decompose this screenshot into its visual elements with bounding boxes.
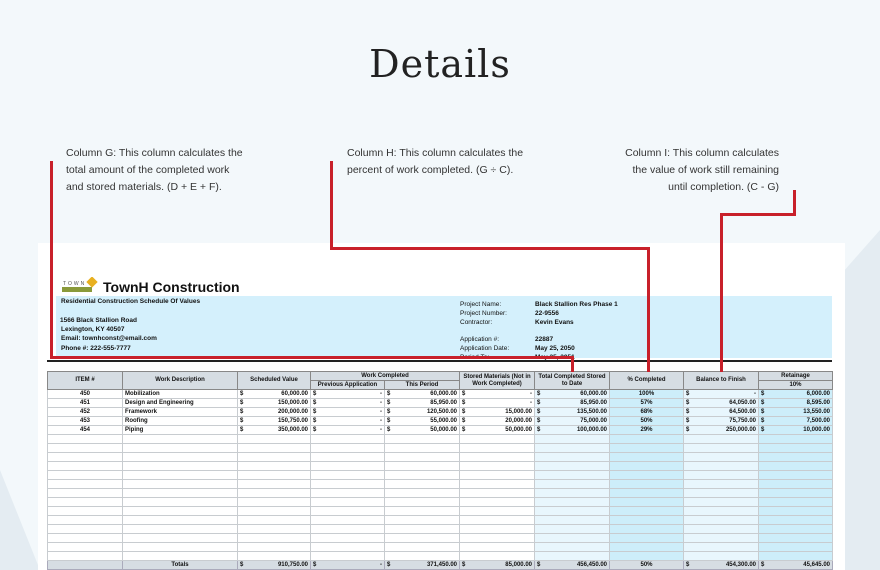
header-work-completed: Work Completed [311, 372, 460, 381]
item-number: 451 [48, 399, 123, 408]
amount: - [530, 400, 532, 406]
amount: 60,000.00 [430, 391, 457, 397]
item-number: 453 [48, 417, 123, 426]
address-line: 1566 Black Stallion Road [60, 317, 137, 324]
project-label: Project Name: [460, 301, 502, 308]
header-previous: Previous Application [311, 381, 385, 390]
project-label: Application #: [460, 336, 500, 343]
currency-symbol: $ [462, 391, 466, 397]
currency-symbol: $ [462, 427, 466, 433]
percent-completed: 68% [610, 408, 684, 417]
currency-symbol: $ [686, 418, 690, 424]
empty-row [48, 453, 833, 462]
currency-symbol: $ [387, 418, 391, 424]
amount: 85,000.00 [505, 562, 532, 568]
currency-symbol: $ [387, 409, 391, 415]
header-stored: Stored Materials (Not in Work Completed) [460, 372, 535, 390]
money-cell [535, 426, 610, 435]
amount: 7,500.00 [806, 418, 830, 424]
empty-row [48, 543, 833, 552]
note-line: and stored materials. (D + E + F). [66, 181, 222, 193]
note-line: Column H: This column calculates the [347, 147, 524, 159]
work-description: Framework [123, 408, 238, 417]
currency-symbol: $ [387, 562, 391, 568]
money-cell [535, 399, 610, 408]
header-retainage: Retainage [759, 372, 833, 381]
currency-symbol: $ [387, 400, 391, 406]
amount: 50,000.00 [505, 427, 532, 433]
money-cell [684, 426, 759, 435]
page-title: Details [369, 42, 511, 86]
amount: 120,500.00 [426, 409, 457, 415]
header-scheduled: Scheduled Value [238, 372, 311, 390]
email: Email: townhconst@email.com [61, 335, 157, 342]
money-cell [385, 390, 460, 399]
amount: 15,000.00 [505, 409, 532, 415]
amount: - [380, 400, 382, 406]
currency-symbol: $ [686, 409, 690, 415]
percent-completed: 50% [610, 417, 684, 426]
amount: 75,000.00 [580, 418, 607, 424]
money-cell [460, 390, 535, 399]
address-line: Lexington, KY 40507 [61, 326, 125, 333]
currency-symbol: $ [240, 400, 244, 406]
money-cell [684, 390, 759, 399]
header-item: ITEM # [48, 372, 123, 390]
amount: 60,000.00 [580, 391, 607, 397]
table-row [48, 390, 833, 399]
money-cell [385, 417, 460, 426]
money-cell [535, 390, 610, 399]
currency-symbol: $ [313, 409, 317, 415]
project-label: Project Number: [460, 310, 507, 317]
amount: 75,750.00 [729, 418, 756, 424]
note-line: percent of work completed. (G ÷ C). [347, 164, 514, 176]
money-cell [385, 426, 460, 435]
header-band [56, 296, 832, 358]
empty-row [48, 489, 833, 498]
totals-percent: 50% [610, 561, 684, 570]
currency-symbol: $ [240, 562, 244, 568]
money-cell [460, 408, 535, 417]
currency-symbol: $ [686, 400, 690, 406]
empty-row [48, 444, 833, 453]
currency-symbol: $ [240, 427, 244, 433]
schedule-table [47, 371, 833, 570]
project-value: 22887 [535, 336, 554, 343]
project-value: 22-9556 [535, 310, 559, 317]
money-cell [684, 408, 759, 417]
empty-row [48, 525, 833, 534]
note-line: the value of work still remaining [632, 164, 779, 176]
currency-symbol: $ [761, 409, 765, 415]
amount: - [380, 418, 382, 424]
currency-symbol: $ [387, 427, 391, 433]
money-cell [311, 408, 385, 417]
currency-symbol: $ [537, 400, 541, 406]
item-number: 452 [48, 408, 123, 417]
empty-row [48, 471, 833, 480]
background-shape [0, 470, 40, 570]
amount: 6,000.00 [806, 391, 830, 397]
money-cell [238, 408, 311, 417]
money-cell [759, 561, 833, 570]
money-cell [460, 561, 535, 570]
amount: 200,000.00 [277, 409, 308, 415]
work-description: Mobilization [123, 390, 238, 399]
money-cell [238, 417, 311, 426]
project-label: Application Date: [460, 345, 510, 352]
amount: - [380, 562, 382, 568]
work-description: Piping [123, 426, 238, 435]
currency-symbol: $ [313, 391, 317, 397]
money-cell [238, 390, 311, 399]
divider [47, 360, 832, 362]
money-cell [535, 408, 610, 417]
empty-row [48, 516, 833, 525]
money-cell [684, 561, 759, 570]
callout-line-h [647, 247, 650, 372]
table-row [48, 399, 833, 408]
money-cell [759, 426, 833, 435]
currency-symbol: $ [686, 391, 690, 397]
empty-row [48, 552, 833, 561]
phone: Phone #: 222-555-7777 [61, 345, 131, 352]
money-cell [460, 426, 535, 435]
callout-line-g [50, 161, 53, 359]
company-logo [62, 277, 98, 293]
amount: - [380, 391, 382, 397]
empty-row [48, 507, 833, 516]
currency-symbol: $ [387, 391, 391, 397]
money-cell [238, 561, 311, 570]
header-total: Total Completed Stored to Date [535, 372, 610, 390]
currency-symbol: $ [686, 562, 690, 568]
amount: 150,000.00 [277, 400, 308, 406]
empty-row [48, 534, 833, 543]
empty-row [48, 498, 833, 507]
empty-row [48, 462, 833, 471]
currency-symbol: $ [537, 418, 541, 424]
amount: 55,000.00 [430, 418, 457, 424]
currency-symbol: $ [686, 427, 690, 433]
totals-row [48, 561, 833, 570]
money-cell [385, 561, 460, 570]
currency-symbol: $ [537, 562, 541, 568]
currency-symbol: $ [462, 562, 466, 568]
percent-completed: 100% [610, 390, 684, 399]
note-line: Column I: This column calculates [625, 147, 779, 159]
callout-line-i [720, 213, 723, 372]
money-cell [311, 390, 385, 399]
amount: 150,750.00 [277, 418, 308, 424]
currency-symbol: $ [537, 427, 541, 433]
work-description: Roofing [123, 417, 238, 426]
callout-line-g [50, 356, 574, 359]
money-cell [311, 399, 385, 408]
currency-symbol: $ [462, 400, 466, 406]
money-cell [311, 561, 385, 570]
currency-symbol: $ [537, 409, 541, 415]
amount: 64,050.00 [729, 400, 756, 406]
money-cell [759, 417, 833, 426]
callout-line-g [571, 356, 574, 372]
amount: 20,000.00 [505, 418, 532, 424]
amount: 456,450.00 [576, 562, 607, 568]
currency-symbol: $ [240, 409, 244, 415]
money-cell [535, 417, 610, 426]
currency-symbol: $ [761, 400, 765, 406]
currency-symbol: $ [313, 562, 317, 568]
money-cell [385, 399, 460, 408]
money-cell [238, 426, 311, 435]
money-cell [460, 399, 535, 408]
currency-symbol: $ [537, 391, 541, 397]
amount: - [380, 427, 382, 433]
header-percent: % Completed [610, 372, 684, 390]
money-cell [238, 399, 311, 408]
amount: 85,950.00 [430, 400, 457, 406]
money-cell [759, 390, 833, 399]
note-line: until completion. (C - G) [668, 181, 779, 193]
header-balance: Balance to Finish [684, 372, 759, 390]
currency-symbol: $ [240, 418, 244, 424]
note-line: Column G: This column calculates the [66, 147, 243, 159]
header-retainage-pct: 10% [759, 381, 833, 390]
currency-symbol: $ [313, 418, 317, 424]
empty-row [48, 480, 833, 489]
note-column-h [347, 145, 523, 179]
item-number: 454 [48, 426, 123, 435]
money-cell [535, 561, 610, 570]
money-cell [759, 408, 833, 417]
amount: 50,000.00 [430, 427, 457, 433]
amount: 910,750.00 [277, 562, 308, 568]
amount: 8,595.00 [806, 400, 830, 406]
amount: 13,550.00 [803, 409, 830, 415]
currency-symbol: $ [761, 418, 765, 424]
amount: 100,000.00 [576, 427, 607, 433]
company-name: TownH Construction [103, 279, 240, 295]
item-number: 450 [48, 390, 123, 399]
amount: - [380, 409, 382, 415]
amount: - [530, 391, 532, 397]
project-label: Contractor: [460, 319, 493, 326]
currency-symbol: $ [462, 418, 466, 424]
amount: 454,300.00 [725, 562, 756, 568]
table-row [48, 426, 833, 435]
currency-symbol: $ [761, 427, 765, 433]
currency-symbol: $ [761, 391, 765, 397]
amount: 64,500.00 [729, 409, 756, 415]
amount: 350,000.00 [277, 427, 308, 433]
project-value: Black Stallion Res Phase 1 [535, 301, 618, 308]
table-row [48, 417, 833, 426]
project-value: May 25, 2050 [535, 345, 575, 352]
money-cell [311, 417, 385, 426]
empty-row [48, 435, 833, 444]
money-cell [311, 426, 385, 435]
currency-symbol: $ [462, 409, 466, 415]
header-description: Work Description [123, 372, 238, 390]
percent-completed: 29% [610, 426, 684, 435]
percent-completed: 57% [610, 399, 684, 408]
money-cell [460, 417, 535, 426]
amount: - [754, 391, 756, 397]
currency-symbol: $ [761, 562, 765, 568]
currency-symbol: $ [240, 391, 244, 397]
sheet-subtitle: Residential Construction Schedule Of Values [61, 298, 201, 305]
note-column-g [66, 145, 243, 196]
currency-symbol: $ [313, 400, 317, 406]
totals-label: Totals [123, 561, 238, 570]
amount: 85,950.00 [580, 400, 607, 406]
callout-line-i [720, 213, 796, 216]
amount: 10,000.00 [803, 427, 830, 433]
money-cell [759, 399, 833, 408]
amount: 60,000.00 [281, 391, 308, 397]
note-column-i [625, 145, 779, 196]
callout-line-h [330, 247, 650, 250]
amount: 371,450.00 [426, 562, 457, 568]
amount: 45,645.00 [803, 562, 830, 568]
note-line: total amount of the completed work [66, 164, 230, 176]
amount: 250,000.00 [725, 427, 756, 433]
currency-symbol: $ [313, 427, 317, 433]
svg-text:TOWN: TOWN [63, 281, 87, 287]
work-description: Design and Engineering [123, 399, 238, 408]
money-cell [385, 408, 460, 417]
amount: 135,500.00 [576, 409, 607, 415]
money-cell [684, 417, 759, 426]
header-this-period: This Period [385, 381, 460, 390]
table-row [48, 408, 833, 417]
money-cell [684, 399, 759, 408]
project-value: Kevin Evans [535, 319, 574, 326]
callout-line-h [330, 161, 333, 250]
